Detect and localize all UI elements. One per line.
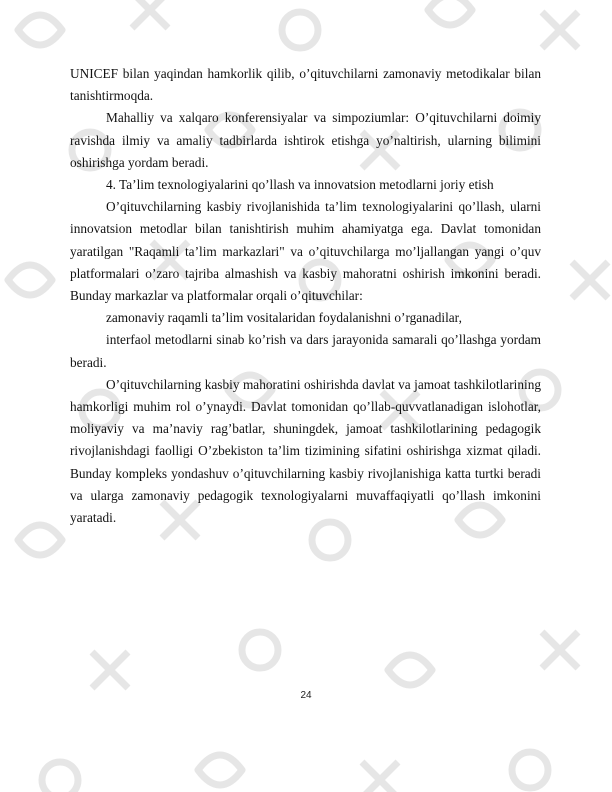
watermark-mark	[542, 632, 578, 668]
watermark-mark	[92, 652, 128, 688]
watermark-mark	[388, 655, 432, 685]
watermark-mark	[42, 762, 78, 792]
list-item: interfaol metodlarni sinab ko’rish va dars jarayonida samarali qo’llashga yordam beradi.	[70, 332, 541, 370]
paragraph: Mahalliy va xalqaro konferensiyalar va simpoziumlar: O’qituvchilarni doimiy ravishda ilmiy va amaliy tadbirlarda ishtirok etishga yo’naltirish, ularning bilimini oshirishga yordam beradi.	[70, 110, 541, 170]
watermark-mark	[18, 525, 62, 555]
watermark-mark	[242, 632, 278, 668]
watermark-mark	[362, 762, 398, 792]
section-heading: 4. Ta’lim texnologiyalarini qo’llash va innovatsion metodlarni joriy etish	[106, 177, 494, 193]
page-number: 24	[300, 690, 312, 701]
watermark-mark	[282, 12, 318, 48]
paragraph: O’qituvchilarning kasbiy rivojlanishida ta’lim texnologiyalarini qo’llash, ularni innovatsion metodlar bilan tanishtirish muhim ahamiyatga ega. Davlat tomonidan yaratilgan "Raqamli ta’lim markazlari" va o’qituvchilarga mo’ljallangan yangi o’quv platformalari o’zaro tajriba almashish va kasbiy mahoratni oshirish imkonini beradi. Bunday markazlar va platformalar orqali o’qituvchilar:	[70, 199, 541, 304]
watermark-mark	[198, 755, 242, 785]
paragraph: UNICEF bilan yaqindan hamkorlik qilib, o’qituvchilarni zamonaviy metodikalar bilan tanishtirmoqda.	[70, 66, 541, 104]
watermark-mark	[8, 265, 52, 295]
document-body	[70, 63, 541, 529]
paragraph: O’qituvchilarning kasbiy mahoratini oshirishda davlat va jamoat tashkilotlarining hamkorligi muhim rol o’ynaydi. Davlat tomonidan qo’llab-quvvatlanadigan islohotlar, moliyaviy va ma’naviy rag’batlar, shuningdek, jamoat tashkilotlarining pedagogik rivojlanishdagi faolligi O’zbekiston ta’lim tizimining sifatini oshirishga xizmat qiladi. Bunday kompleks yondashuv o’qituvchilarning kasbiy rivojlanishiga katta turtki beradi va ularga zamonaviy pedagogik texnologiyalarni muvaffaqiyatli qo’llash imkonini yaratadi.	[70, 376, 541, 526]
watermark-mark	[428, 0, 472, 25]
list-item: zamonaviy raqamli ta’lim vositalaridan foydalanishni o’rganadilar,	[106, 310, 462, 326]
watermark-mark	[512, 752, 548, 788]
watermark-mark	[542, 12, 578, 48]
watermark-mark	[572, 262, 608, 298]
watermark-mark	[18, 15, 62, 45]
watermark-mark	[132, 0, 168, 28]
